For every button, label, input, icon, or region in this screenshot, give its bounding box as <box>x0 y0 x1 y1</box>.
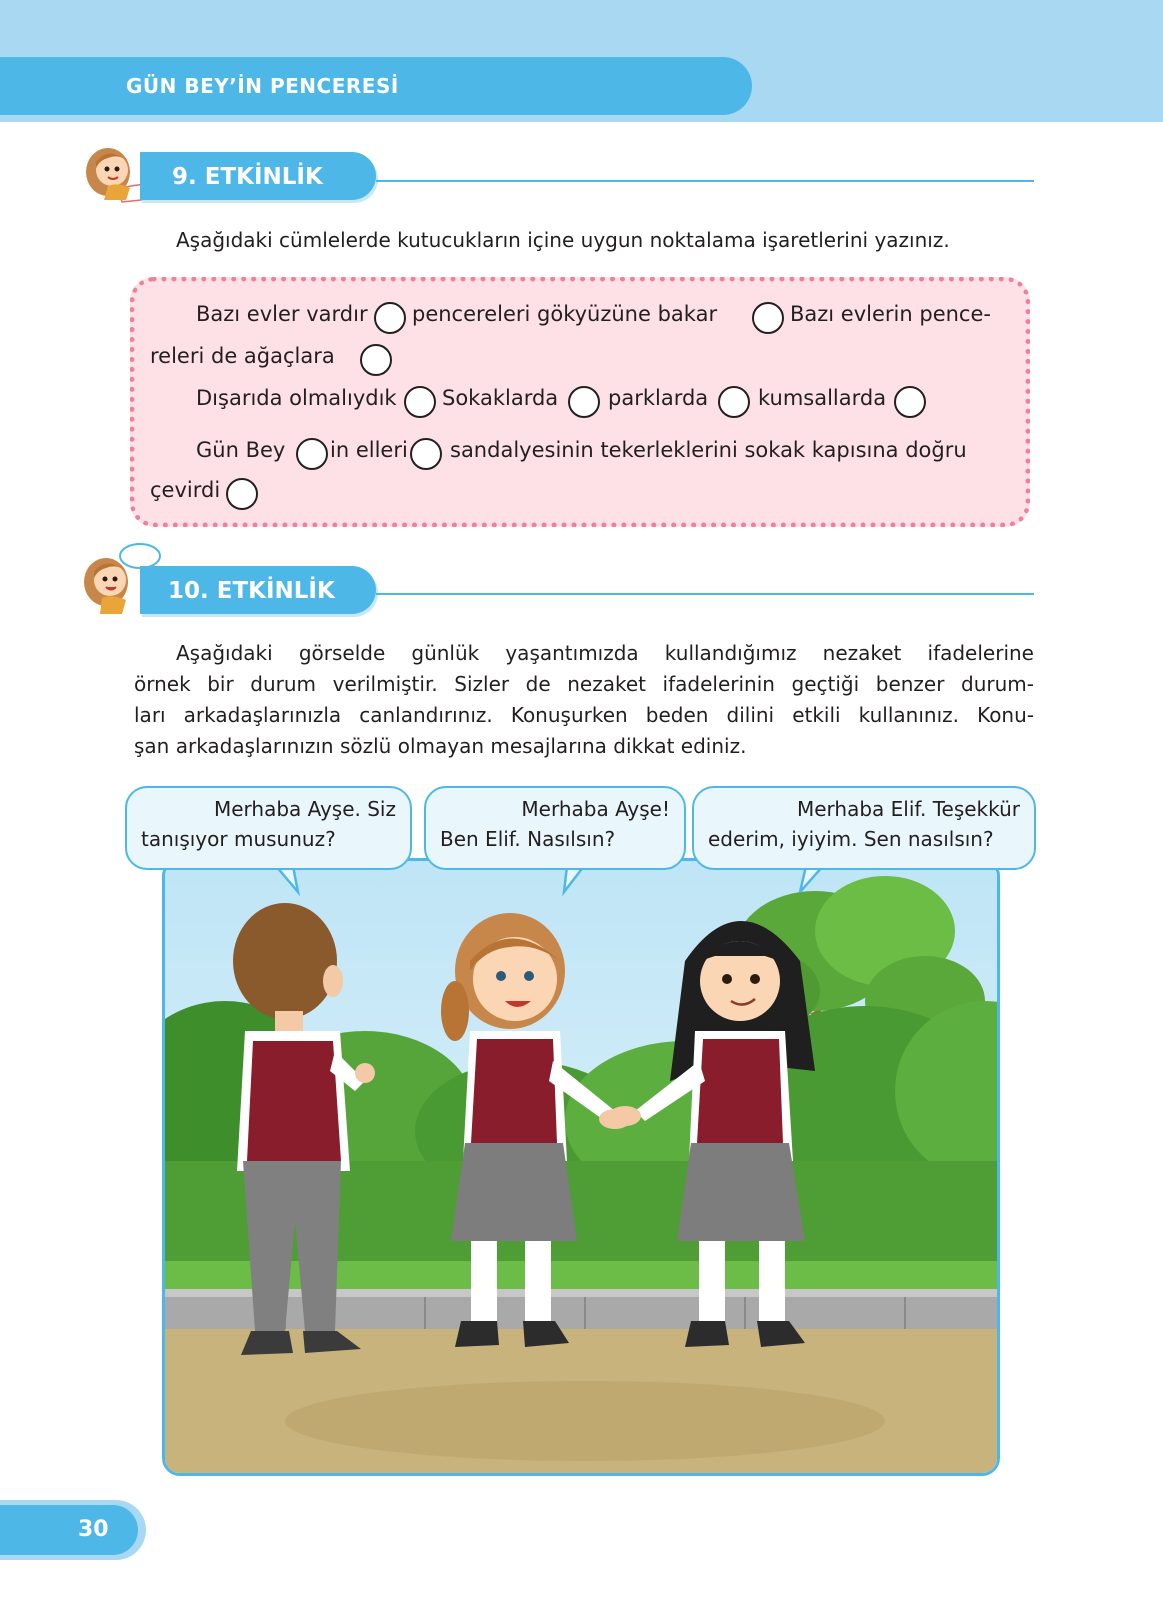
sentence-text: pencereleri gökyüzüne bakar <box>412 302 718 326</box>
bubble-line: Merhaba Ayşe! <box>521 797 670 821</box>
paragraph-line: örnek bir durum verilmiştir. Sizler de nezaket ifadelerinin geçtiği benzer durum- <box>134 672 1034 696</box>
park-scene <box>165 861 1000 1476</box>
speech-bubble-ayse <box>692 786 1036 870</box>
speech-bubble-boy <box>125 786 412 870</box>
answer-circle[interactable] <box>360 344 392 376</box>
activity-10-paragraph <box>134 638 1034 762</box>
activity-9-title: 9. ETKİNLİK <box>172 164 323 190</box>
answer-circle[interactable] <box>752 302 784 334</box>
answer-circle[interactable] <box>410 438 442 470</box>
sentence-text: Dışarıda olmalıydık <box>196 386 397 410</box>
activity-10-title: 10. ETKİNLİK <box>168 578 335 604</box>
answer-circle[interactable] <box>568 386 600 418</box>
answer-circle[interactable] <box>894 386 926 418</box>
sentence-text: in elleri <box>330 438 408 462</box>
curb <box>165 1289 1000 1329</box>
answer-circle[interactable] <box>374 302 406 334</box>
sentence-text: releri de ağaçlara <box>150 344 335 368</box>
bubble-line: Ben Elif. Nasılsın? <box>440 827 616 851</box>
paragraph-line: ları arkadaşlarınızla canlandırınız. Konuşurken beden dilini etkili kullanınız. Konu- <box>134 703 1034 727</box>
sentence-text: çevirdi <box>150 478 221 502</box>
bubble-line: tanışıyor musunuz? <box>141 827 336 851</box>
divider-line <box>376 593 1034 595</box>
divider-line <box>376 180 1034 182</box>
page-number-badge <box>0 1505 138 1555</box>
sentence-text: sandalyesinin tekerleklerini sokak kapısına doğru <box>450 438 967 462</box>
sentence-text: Gün Bey <box>196 438 286 462</box>
answer-circle[interactable] <box>718 386 750 418</box>
bubble-line: ederim, iyiyim. Sen nasılsın? <box>708 827 994 851</box>
page-number: 30 <box>78 1517 109 1542</box>
greeting-illustration <box>162 858 1000 1476</box>
answer-circle[interactable] <box>296 438 328 470</box>
sentence-text: parklarda <box>608 386 709 410</box>
speech-bubble-elif <box>424 786 686 870</box>
sentence-text: kumsallarda <box>758 386 887 410</box>
paragraph-line: şan arkadaşlarınızın sözlü olmayan mesajlarına dikkat ediniz. <box>134 734 747 758</box>
bubble-line: Merhaba Elif. Teşekkür <box>796 797 1020 821</box>
sentence-text: Bazı evlerin pence- <box>790 302 991 326</box>
answer-circle[interactable] <box>404 386 436 418</box>
paragraph-line: Aşağıdaki görselde günlük yaşantımızda kullandığımız nezaket ifadelerine <box>176 641 1034 665</box>
sentence-text: Sokaklarda <box>442 386 559 410</box>
section-title: GÜN BEY’İN PENCERESİ <box>126 74 399 98</box>
sentence-text: Bazı evler vardır <box>196 302 368 326</box>
activity-9-instruction: Aşağıdaki cümlelerde kutucukların içine uygun noktalama işaretlerini yazınız. <box>176 228 950 252</box>
answer-circle[interactable] <box>226 478 258 510</box>
bubble-line: Merhaba Ayşe. Siz <box>213 797 396 821</box>
